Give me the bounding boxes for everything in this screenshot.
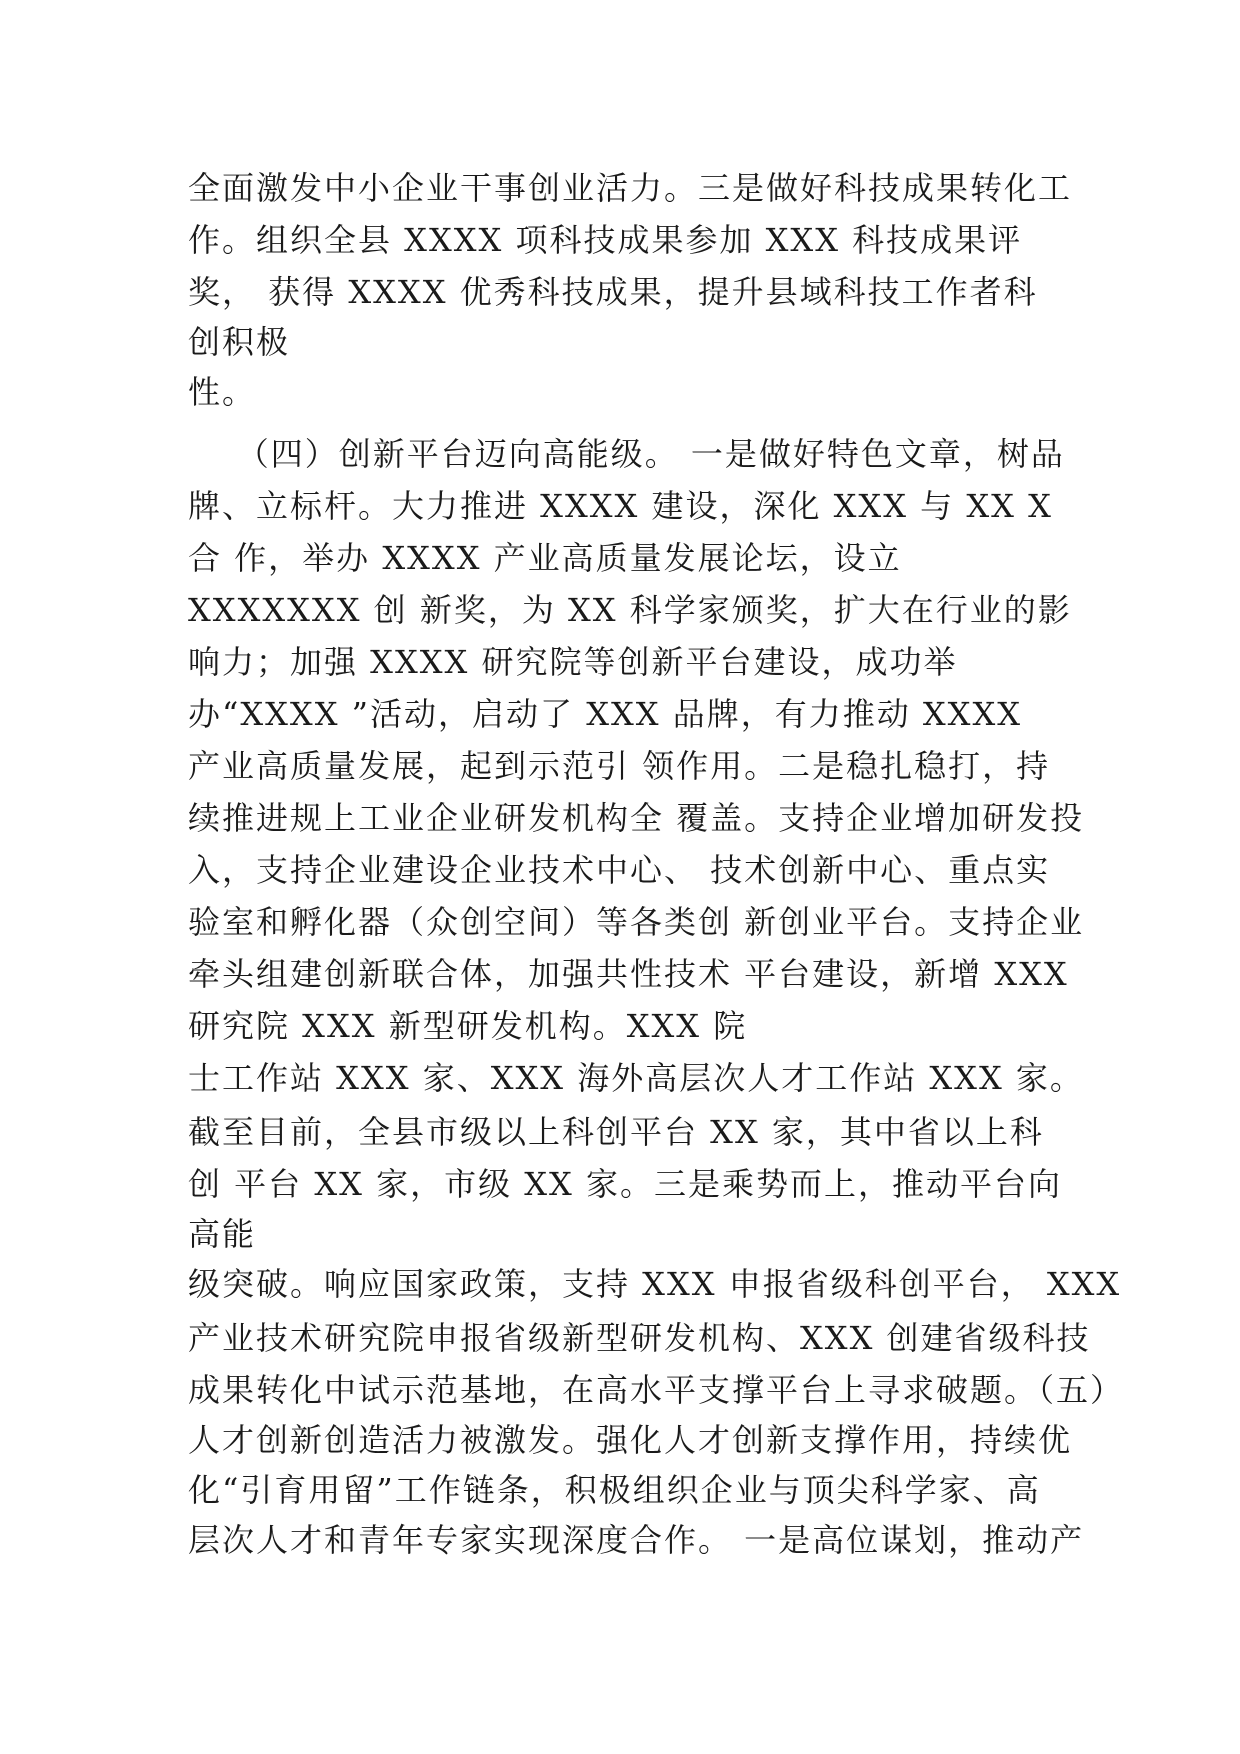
text-line: 全面激发中小企业干事创业活力。三是做好科技成果转化工 — [188, 169, 1073, 207]
text-line: 续推进规上工业企业研发机构全 覆盖。支持企业增加研发投 — [188, 799, 1085, 837]
text-line: 研究院 XXX 新型研发机构。XXX 院 — [188, 1007, 748, 1045]
text-line: 牵头组建创新联合体，加强共性技术 平台建设，新增 XXX — [188, 955, 1069, 993]
text-line: 牌、立标杆。大力推进 XXXX 建设，深化 XXX 与 XX X — [188, 487, 1053, 525]
text-line: 验室和孵化器（众创空间）等各类创 新创业平台。支持企业 — [188, 903, 1085, 941]
text-line: 创 平台 XX 家，市级 XX 家。三是乘势而上，推动平台向 — [188, 1165, 1062, 1203]
text-line: 响力；加强 XXXX 研究院等创新平台建设，成功举 — [188, 643, 958, 681]
text-line: 人才创新创造活力被激发。强化人才创新支撑作用，持续优 — [188, 1421, 1073, 1459]
text-line: XXXXXXX 创 新奖，为 XX 科学家颁奖，扩大在行业的影 — [188, 591, 1072, 629]
text-line: 级突破。响应国家政策，支持 XXX 申报省级科创平台， XXX — [188, 1265, 1122, 1303]
paragraph-heading-line: （四）创新平台迈向高能级。 一是做好特色文章，树品 — [188, 435, 1065, 473]
text-line: 层次人才和青年专家实现深度合作。 一是高位谋划，推动产 — [188, 1521, 1085, 1559]
text-line: 士工作站 XXX 家、XXX 海外高层次人才工作站 XXX 家。 — [188, 1059, 1084, 1097]
text-line: 性。 — [188, 373, 257, 411]
text-line: 产业高质量发展，起到示范引 领作用。二是稳扎稳打，持 — [188, 747, 1051, 785]
text-line: 创积极 — [188, 323, 291, 361]
text-line: 成果转化中试示范基地，在高水平支撑平台上寻求破题。（五） — [188, 1371, 1125, 1409]
text-line: 化“引育用留”工作链条，积极组织企业与顶尖科学家、高 — [188, 1471, 1041, 1509]
text-line: 截至目前，全县市级以上科创平台 XX 家，其中省以上科 — [188, 1113, 1044, 1151]
text-line: 高能 — [188, 1215, 257, 1253]
text-line: 合 作，举办 XXXX 产业高质量发展论坛，设立 — [188, 539, 902, 577]
text-line: 作。组织全县 XXXX 项科技成果参加 XXX 科技成果评 — [188, 221, 1023, 259]
text-line: 办“XXXX ”活动，启动了 XXX 品牌，有力推动 XXXX — [188, 695, 1023, 733]
text-line: 产业技术研究院申报省级新型研发机构、XXX 创建省级科技 — [188, 1319, 1091, 1357]
text-line: 入，支持企业建设企业技术中心、 技术创新中心、重点实 — [188, 851, 1051, 889]
text-line: 奖， 获得 XXXX 优秀科技成果，提升县域科技工作者科 — [188, 273, 1038, 311]
